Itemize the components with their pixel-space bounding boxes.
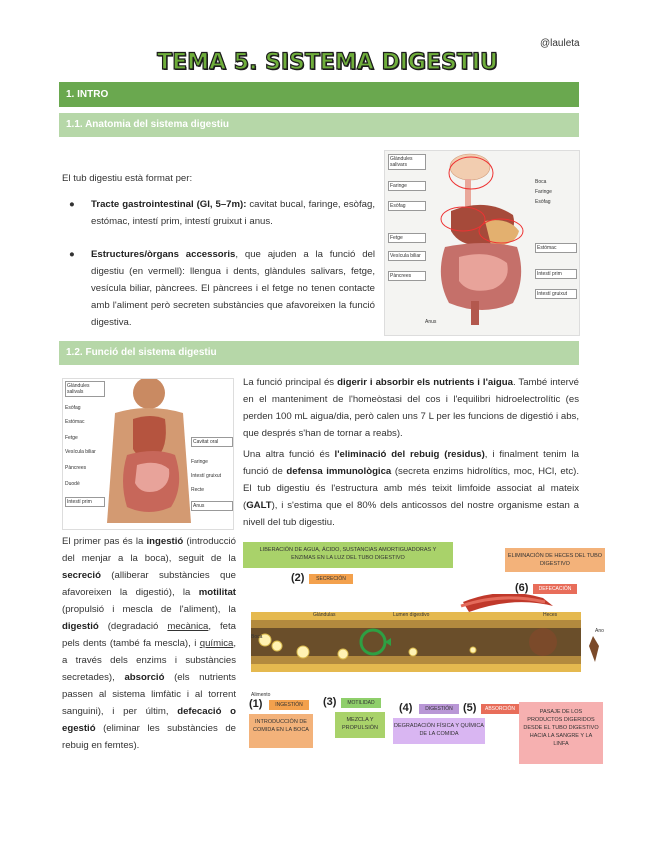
p3-b3: motilitat [198,587,236,598]
p3-t4: (propulsió i mescla de l'aliment), la [62,604,236,615]
body-label-left-6: Duodè [65,481,80,487]
anat-label-left-4: Vesícula biliar [388,251,426,261]
anat-label-left-1: Faringe [388,181,426,191]
function-para-2-g: ), i s'estima que el 80% dels anticossos del nostre organisme estan a nivell del tub digestiu. [243,500,579,528]
function-para-2-b: l'eliminació del rebuig (residus) [334,449,485,460]
anat-label-right-5: Intestí gruixut [535,289,577,299]
body-label-left-5: Pàncrees [65,465,87,471]
function-para-1-a: La funció principal és [243,377,338,388]
p3-b2: secreció [62,570,101,581]
tag-secrecion: SECRECIÓN [309,574,353,584]
p3-t2: (introducció del menjar a la boca), seguit de la [62,536,236,564]
lbl-glandulas: Glándulas [313,612,336,618]
section-heading-anatomy: 1.1. Anatomia del sistema digestiu [59,113,579,137]
body-label-right-1: Faringe [191,459,208,465]
p3-t1: El primer pas és la [62,536,147,547]
body-label-left-4: Vesícula biliar [65,449,96,455]
box-absorcion: PASAJE DE LOS PRODUCTOS DIGERIDOS DESDE EL TUBO DIGESTIVO HACIA LA SANGRE Y LA LINFA [519,702,603,764]
box-digestion: DEGRADACIÓN FÍSICA Y QUÍMICA DE LA COMIDA [393,718,485,744]
bullet-gi-tract: ● Tracte gastrointestinal (GI, 5–7m): cavitat bucal, faringe, esòfag, estómac, intestí prim, intestí gruixut i anus. [69,199,375,227]
function-para-1-c: . També intervé en el manteniment de l'homeòstasi del cos i l'equilibri hidroelectrolític (es perden 100 mL aigua/dia, però calen uns 7 L per les funcions de digestió i abs, que després s'han de tornar a reabs). [243,377,579,439]
body-figure [62,378,234,530]
anat-label-right-3: Estómac [535,243,577,253]
function-para-2-f: GALT [246,500,272,511]
bullet-accessory-text: , que ajuden a la funció del digestiu (en vermell): llengua i dents, glàndules salivars, fetge, vesícula biliar, pàncrees. El pàncrees i el fetge no tenen contacte amb l'aliment però secreten substàncies que afavoreixen la funció digestiva. [91,249,375,328]
anat-label-right-4: Intestí prim [535,269,577,279]
anat-label-left-3: Fetge [388,233,426,243]
anat-label-right-1: Faringe [535,189,552,195]
tag-absorcion: ABSORCIÓN [481,704,519,714]
bullet-accessory-bold: Estructures/òrgans accessoris [91,249,236,260]
process-num-3: (3) [323,696,337,708]
anat-label-right-2: Esòfag [535,199,551,205]
process-banner-elim: ELIMINACIÓN DE HECES DEL TUBO DIGESTIVO [505,548,605,572]
box-motilidad: MEZCLA Y PROPULSIÓN [335,712,385,738]
body-label-left-3: Fetge [65,435,78,441]
p3-t5: (degradació [98,621,168,632]
p3-b5: absorció [124,672,165,683]
process-tube-illustration [243,594,607,694]
function-para-3 [62,533,236,754]
author-handle: @lauleta [540,38,580,49]
lbl-boca: Boca [251,634,263,640]
p3-t7: , a través dels enzims i substàncies secretades), [62,638,236,683]
p3-b4: digestió [62,621,99,632]
process-num-1: (1) [249,698,263,710]
section-heading-intro: 1. INTRO [59,82,579,107]
p3-b1: ingestió [146,536,184,547]
p3-u1: mecànica [167,621,209,632]
anat-label-right-6: Anus [425,319,437,325]
bullet-gi-text: cavitat bucal, faringe, esòfag, estómac, intestí prim, intestí gruixut i anus. [91,199,375,227]
function-para-1 [243,374,579,442]
body-label-right-4: Anus [191,501,233,511]
body-label-left-7: Intestí prim [65,497,105,507]
process-banner-top: LIBERACIÓN DE AGUA, ÁCIDO, SUSTANCIAS AMORTIGUADORAS Y ENZIMAS EN LA LUZ DEL TUBO DIGESTIVO [243,542,453,568]
tag-digestion: DIGESTIÓN [419,704,459,714]
anat-label-left-0: Glàndules salivars [388,154,426,170]
lbl-heces: Heces [543,612,558,618]
anatomy-figure [384,150,580,336]
tag-motilidad: MOTILIDAD [341,698,381,708]
lbl-ano: Ano [595,628,604,634]
body-label-left-0: Glàndules salivals [65,381,105,397]
page-title: TEMA 5. SISTEMA DIGESTIU [157,50,498,75]
body-label-left-2: Estómac [65,419,85,425]
body-label-right-2: Intestí gruixut [191,473,222,479]
process-num-4: (4) [399,702,413,714]
bullet-accessory: ● Estructures/òrgans accessoris, que ajuden a la funció del digestiu (en vermell): llengua i dents, glàndules salivars, fetge, vesícula biliar, pàncrees. El pàncrees i el fetge no tenen contacte amb l'aliment però secreten substàncies que afavoreixen la funció digestiva. [69,249,375,328]
tag-defecacion: DEFECACIÓN [533,584,577,594]
anat-label-right-0: Boca [535,179,547,185]
function-para-2-e: (secreta enzims hidrolítics, moc, HCl, etc). El tub digestiu és l'estructura amb més teixit limfoide associat al mateix ( [243,466,579,511]
body-label-right-3: Recte [191,487,205,493]
process-num-5: (5) [463,702,477,714]
anatomy-intro: El tub digestiu està format per: [62,173,193,184]
process-figure [243,542,607,770]
tag-ingestion: INGESTIÓN [269,700,309,710]
function-para-2-a: Una altra funció és [243,449,335,460]
p3-t8: (els nutrients passen al sistema limfàtic i al torrent sanguini), i per últim, [62,672,236,717]
function-para-2-c: , i finalment tenim la funció de [243,449,579,477]
p3-t3: (alliberar substàncies que afavoreixen la digestió), la [62,570,236,598]
p3-t6: , feta pels dents (també fa mescla), i [62,621,236,649]
section-heading-function: 1.2. Funció del sistema digestiu [59,341,579,365]
body-label-left-1: Esòfag [65,405,81,411]
body-label-right-0: Cavitat oral [191,437,233,447]
anat-label-left-5: Pàncrees [388,271,426,281]
lbl-lumen: Lumen digestivo [393,612,430,618]
function-para-1-b: digerir i absorbir els nutrients i l'aigua [337,377,513,388]
p3-b6: defecació o egestió [62,706,236,734]
bullet-gi-bold: Tracte gastrointestinal (GI, 5–7m): [91,199,247,210]
box-ingestion: INTRODUCCIÓN DE COMIDA EN LA BOCA [249,714,313,748]
anat-label-left-2: Esòfag [388,201,426,211]
function-para-2 [243,446,579,531]
lbl-alimento: Alimento [251,692,271,698]
function-para-2-d: defensa immunològica [286,466,392,477]
process-num-2: (2) [291,572,305,584]
p3-u2: química [199,638,234,649]
process-num-6: (6) [515,582,529,594]
p3-t9: (eliminar les substàncies de rebuig en femtes). [62,723,236,751]
